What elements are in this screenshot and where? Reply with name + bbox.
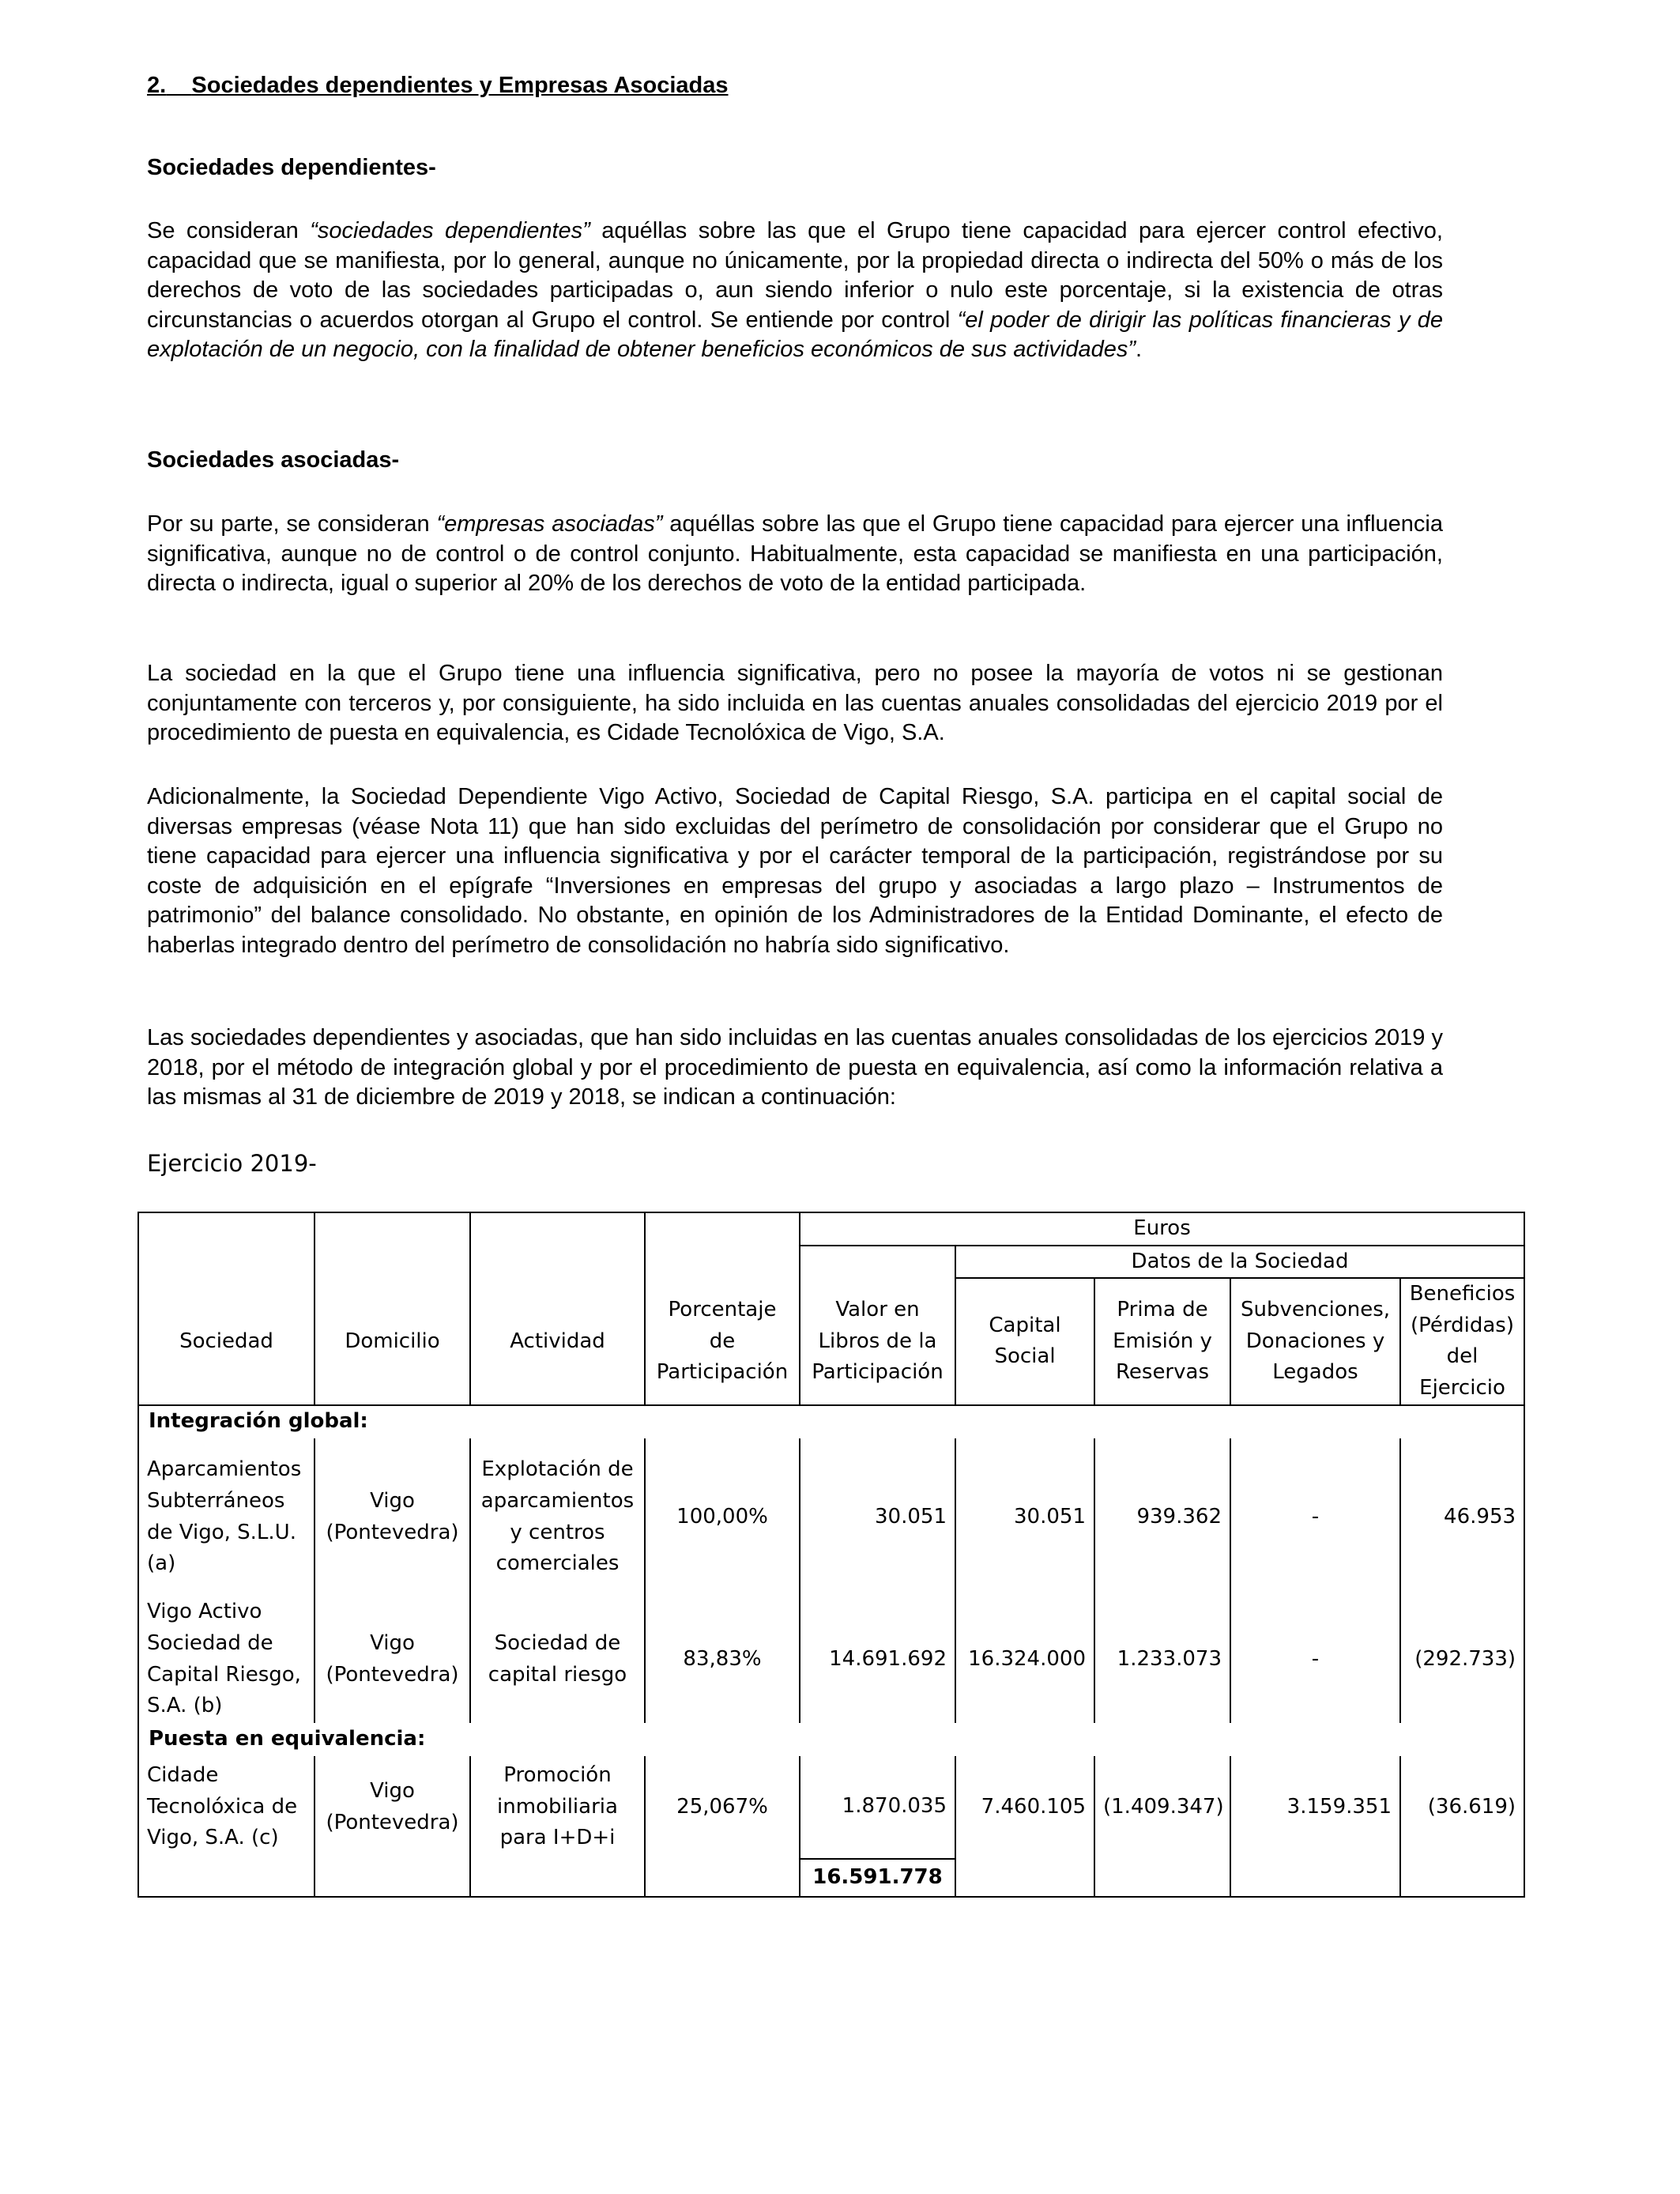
total-spacer — [955, 1859, 1094, 1897]
cell-capital-social: 30.051 — [955, 1438, 1094, 1596]
cell-sociedad: Aparcamientos Subterráneos de Vigo, S.L.U. (a) — [138, 1438, 315, 1596]
subheading-asociadas: Sociedades asociadas- — [147, 447, 400, 473]
cell-porcentaje: 100,00% — [645, 1438, 800, 1596]
paragraph-text: Adicionalmente, la Sociedad Dependiente Vigo Activo, Sociedad de Capital Riesgo, S.A. participa en el capital social de diversas empresas (véase Nota 11) que han sido excluidas del perímetro de consolidación por considerar que el Grupo no tiene capacidad para ejercer una influencia significativa y por el carácter temporal de la participación, registrándose por su coste de adquisición en el epígrafe “Inversiones en empresas del grupo y asociadas a largo plazo – Instrumentos de patrimonio” del balance consolidado. No obstante, en opinión de los Administradores de la Entidad Dominante, el efecto de haberlas integrado dentro del perímetro de consolidación no habría sido significativo. — [147, 784, 1443, 958]
cell-beneficios: (36.619) — [1400, 1756, 1524, 1859]
header-domicilio: Domicilio — [315, 1279, 470, 1404]
paragraph-asociadas-4 — [147, 1023, 1443, 1113]
cell-prima-reservas: 1.233.073 — [1094, 1596, 1230, 1723]
italic-term: “sociedades dependientes” — [310, 218, 590, 243]
total-spacer — [1230, 1859, 1400, 1897]
group-label-integracion: Integración global: — [138, 1405, 1524, 1438]
header-spacer — [315, 1212, 470, 1279]
cell-actividad: Sociedad de capital riesgo — [470, 1596, 645, 1723]
cell-subvenciones: 3.159.351 — [1230, 1756, 1400, 1859]
paragraph-asociadas-1 — [147, 510, 1443, 599]
subheading-dependientes: Sociedades dependientes- — [147, 155, 436, 180]
cell-sociedad: Cidade Tecnolóxica de Vigo, S.A. (c) — [138, 1756, 315, 1859]
cell-prima-reservas: (1.409.347) — [1094, 1756, 1230, 1859]
text-run: Por su parte, se consideran — [147, 511, 437, 537]
header-euros: Euros — [800, 1212, 1524, 1246]
section-title: Sociedades dependientes y Empresas Asociadas — [191, 73, 729, 98]
cell-domicilio: Vigo (Pontevedra) — [315, 1756, 470, 1859]
header-subvenciones: Subvenciones, Donaciones y Legados — [1230, 1279, 1400, 1404]
cell-porcentaje: 83,83% — [645, 1596, 800, 1723]
cell-porcentaje: 25,067% — [645, 1756, 800, 1859]
total-spacer — [1400, 1859, 1524, 1897]
header-spacer — [645, 1212, 800, 1279]
header-porcentaje: Porcentaje de Participación — [645, 1279, 800, 1404]
header-sociedad: Sociedad — [138, 1279, 315, 1404]
cell-sociedad: Vigo Activo Sociedad de Capital Riesgo, S.A. (b) — [138, 1596, 315, 1723]
paragraph-text: Las sociedades dependientes y asociadas, que han sido incluidas en las cuentas anuales consolidadas de los ejercicios 2019 y 2018, por el método de integración global y por el procedimiento de puesta en equivalencia, así como la información relativa a las mismas al 31 de diciembre de 2019 y 2018, se indican a continuación: — [147, 1025, 1443, 1110]
cell-prima-reservas: 939.362 — [1094, 1438, 1230, 1596]
header-spacer — [470, 1212, 645, 1279]
table-row — [138, 1756, 1524, 1859]
paragraph-text: La sociedad en la que el Grupo tiene una influencia significativa, pero no posee la mayoría de votos ni se gestionan conjuntamente con terceros y, por consiguiente, ha sido incluida en las cuentas anuales consolidadas del ejercicio 2019 por el procedimiento de puesta en equivalencia, es Cidade Tecnolóxica de Vigo, S.A. — [147, 661, 1443, 745]
paragraph-asociadas-2 — [147, 659, 1443, 748]
cell-valor-libros: 1.870.035 — [800, 1756, 955, 1859]
cell-actividad: Explotación de aparcamientos y centros comerciales — [470, 1438, 645, 1596]
header-prima-reservas: Prima de Emisión y Reservas — [1094, 1279, 1230, 1404]
header-beneficios: Beneficios (Pérdidas) del Ejercicio — [1400, 1279, 1524, 1404]
total-spacer — [470, 1859, 645, 1897]
cell-valor-libros: 14.691.692 — [800, 1596, 955, 1723]
paragraph-dependientes — [147, 217, 1443, 365]
total-spacer — [645, 1859, 800, 1897]
cell-subvenciones: - — [1230, 1596, 1400, 1723]
text-run: . — [1136, 337, 1143, 362]
table-row — [138, 1596, 1524, 1723]
group-label-equivalencia: Puesta en equivalencia: — [138, 1723, 1524, 1756]
cell-domicilio: Vigo (Pontevedra) — [315, 1596, 470, 1723]
section-number: 2. — [147, 73, 167, 98]
header-spacer — [138, 1212, 315, 1279]
cell-capital-social: 7.460.105 — [955, 1756, 1094, 1859]
italic-definition: “el poder de dirigir las políticas financieras y de explotación de un negocio, con la finalidad de obtener beneficios económicos de sus actividades” — [147, 307, 1443, 362]
cell-capital-social: 16.324.000 — [955, 1596, 1094, 1723]
header-valor-libros: Valor en Libros de la Participación — [800, 1279, 955, 1404]
cell-beneficios: 46.953 — [1400, 1438, 1524, 1596]
cell-valor-libros: 30.051 — [800, 1438, 955, 1596]
header-capital-social: Capital Social — [955, 1279, 1094, 1404]
text-run: Se consideran — [147, 218, 311, 243]
paragraph-asociadas-3 — [147, 782, 1443, 960]
cell-subvenciones: - — [1230, 1438, 1400, 1596]
ejercicio-label: Ejercicio 2019- — [147, 1150, 317, 1177]
table-row — [138, 1438, 1524, 1596]
total-valor-libros: 16.591.778 — [800, 1859, 955, 1897]
cell-domicilio: Vigo (Pontevedra) — [315, 1438, 470, 1596]
section-heading — [147, 73, 729, 99]
participations-table — [137, 1212, 1525, 1898]
text-run: aquéllas sobre las que el Grupo tiene capacidad para ejercer una influencia significativa, aunque no de control o de control conjunto. Habitualmente, esta capacidad se manifiesta en una participación, directa o indirecta, igual o superior al 20% de los derechos de voto de la entidad participada. — [147, 511, 1443, 596]
total-spacer — [138, 1859, 315, 1897]
total-spacer — [315, 1859, 470, 1897]
cell-beneficios: (292.733) — [1400, 1596, 1524, 1723]
total-spacer — [1094, 1859, 1230, 1897]
cell-actividad: Promoción inmobiliaria para I+D+i — [470, 1756, 645, 1859]
italic-term: “empresas asociadas” — [436, 511, 663, 537]
header-datos-sociedad: Datos de la Sociedad — [955, 1246, 1524, 1279]
header-spacer — [800, 1246, 955, 1279]
header-actividad: Actividad — [470, 1279, 645, 1404]
text-run: aquéllas sobre las que el Grupo tiene capacidad para ejercer control efectivo, capacidad que se manifiesta, por lo general, aunque no únicamente, por la propiedad directa o indirecta del 50% o más de los derechos de voto de las sociedades participadas o, aun siendo inferior o nulo este porcentaje, si la existencia de otras circunstancias o acuerdos otorgan al Grupo el control. Se entiende por control — [147, 218, 1443, 333]
